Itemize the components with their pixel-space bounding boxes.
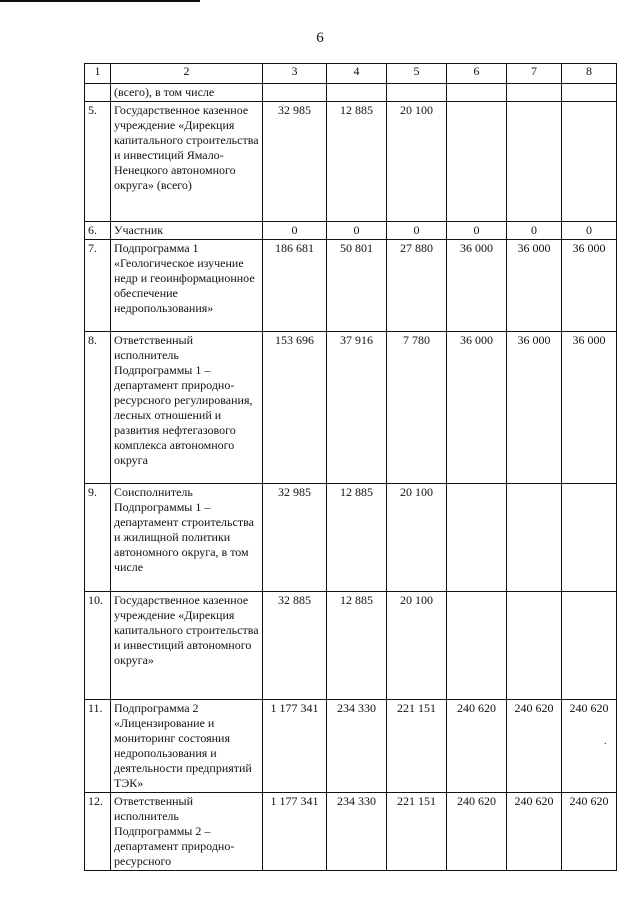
cell-year-3: 36 000: [447, 240, 507, 332]
cell-year-1: 12 885: [327, 484, 387, 592]
cell-year-1: 234 330: [327, 700, 387, 793]
row-number: [85, 84, 111, 102]
table-row: [85, 222, 617, 240]
row-number: 11.: [85, 700, 111, 793]
page-number: 6: [316, 30, 324, 46]
cell-year-3: 36 000: [447, 332, 507, 484]
row-name: Государственное казенное учреждение «Дирекция капитального строительства и инвестиций Ямало-Ненецкого автономного округа» (всего): [111, 102, 263, 222]
cell-year-1: 37 916: [327, 332, 387, 484]
cell-year-2: 0: [387, 222, 447, 240]
cell-year-2: 20 100: [387, 102, 447, 222]
budget-table: [84, 63, 617, 871]
cell-year-4: 240 620: [507, 793, 562, 871]
cell-year-5: 240 620: [562, 700, 617, 793]
cell-year-2: 221 151: [387, 700, 447, 793]
row-number: 7.: [85, 240, 111, 332]
column-header: 7: [507, 64, 562, 84]
cell-year-3: 240 620: [447, 700, 507, 793]
cell-total: 32 985: [263, 102, 327, 222]
column-header: 8: [562, 64, 617, 84]
cell-year-5: [562, 102, 617, 222]
cell-total: 32 985: [263, 484, 327, 592]
cell-year-5: [562, 84, 617, 102]
table-row: [85, 484, 617, 592]
cell-year-4: [507, 102, 562, 222]
row-number: 8.: [85, 332, 111, 484]
cell-total: 1 177 341: [263, 700, 327, 793]
cell-year-2: 7 780: [387, 332, 447, 484]
cell-year-5: 0: [562, 222, 617, 240]
row-number: 12.: [85, 793, 111, 871]
table-row: [85, 332, 617, 484]
cell-year-4: 36 000: [507, 240, 562, 332]
cell-total: 32 885: [263, 592, 327, 700]
row-name: Соисполнитель Подпрограммы 1 – департамент строительства и жилищной политики автономного округа, в том числе: [111, 484, 263, 592]
cell-year-3: [447, 484, 507, 592]
cell-total: 1 177 341: [263, 793, 327, 871]
row-name: Государственное казенное учреждение «Дирекция капитального строительства и инвестиций автономного округа»: [111, 592, 263, 700]
column-header: 2: [111, 64, 263, 84]
cell-year-2: 27 880: [387, 240, 447, 332]
cell-year-4: [507, 484, 562, 592]
cell-year-4: 240 620: [507, 700, 562, 793]
cell-year-5: 36 000: [562, 332, 617, 484]
row-number: 6.: [85, 222, 111, 240]
row-name: Ответственный исполнитель Подпрограммы 2 – департамент природно-ресурсного: [111, 793, 263, 871]
table-row: [85, 700, 617, 793]
cell-total: 153 696: [263, 332, 327, 484]
cell-year-4: 0: [507, 222, 562, 240]
cell-year-5: [562, 484, 617, 592]
cell-year-1: 50 801: [327, 240, 387, 332]
cell-total: 186 681: [263, 240, 327, 332]
row-number: 5.: [85, 102, 111, 222]
cell-year-3: [447, 84, 507, 102]
table-row: [85, 84, 617, 102]
column-header: 5: [387, 64, 447, 84]
row-name: Ответственный исполнитель Подпрограммы 1 – департамент природно-ресурсного регулирования, лесных отношений и развития нефтегазового комплекса автономного округа: [111, 332, 263, 484]
table-row: [85, 102, 617, 222]
column-header: 1: [85, 64, 111, 84]
cell-year-2: 20 100: [387, 484, 447, 592]
row-name: Участник: [111, 222, 263, 240]
row-name: (всего), в том числе: [111, 84, 263, 102]
row-number: 10.: [85, 592, 111, 700]
top-rule: [0, 0, 200, 2]
cell-year-4: 36 000: [507, 332, 562, 484]
cell-year-1: 12 885: [327, 592, 387, 700]
table-header-row: [85, 64, 617, 84]
column-header: 6: [447, 64, 507, 84]
cell-year-2: [387, 84, 447, 102]
cell-year-3: [447, 102, 507, 222]
cell-year-1: 234 330: [327, 793, 387, 871]
row-name: Подпрограмма 2 «Лицензирование и мониторинг состояния недропользования и деятельности предприятий ТЭК»: [111, 700, 263, 793]
column-header: 4: [327, 64, 387, 84]
cell-total: [263, 84, 327, 102]
cell-year-2: 20 100: [387, 592, 447, 700]
cell-year-4: [507, 592, 562, 700]
cell-year-5: 240 620: [562, 793, 617, 871]
cell-year-3: 0: [447, 222, 507, 240]
cell-total: 0: [263, 222, 327, 240]
table-row: [85, 793, 617, 871]
cell-year-4: [507, 84, 562, 102]
cell-year-1: [327, 84, 387, 102]
cell-year-1: 0: [327, 222, 387, 240]
table-row: [85, 240, 617, 332]
row-name: Подпрограмма 1 «Геологическое изучение недр и геоинформационное обеспечение недропользования»: [111, 240, 263, 332]
table-body: [85, 84, 617, 871]
cell-year-3: 240 620: [447, 793, 507, 871]
cell-year-1: 12 885: [327, 102, 387, 222]
cell-year-3: [447, 592, 507, 700]
column-header: 3: [263, 64, 327, 84]
cell-year-5: 36 000: [562, 240, 617, 332]
cell-year-5: [562, 592, 617, 700]
cell-year-2: 221 151: [387, 793, 447, 871]
margin-dot: .: [604, 736, 607, 747]
row-number: 9.: [85, 484, 111, 592]
table-row: [85, 592, 617, 700]
